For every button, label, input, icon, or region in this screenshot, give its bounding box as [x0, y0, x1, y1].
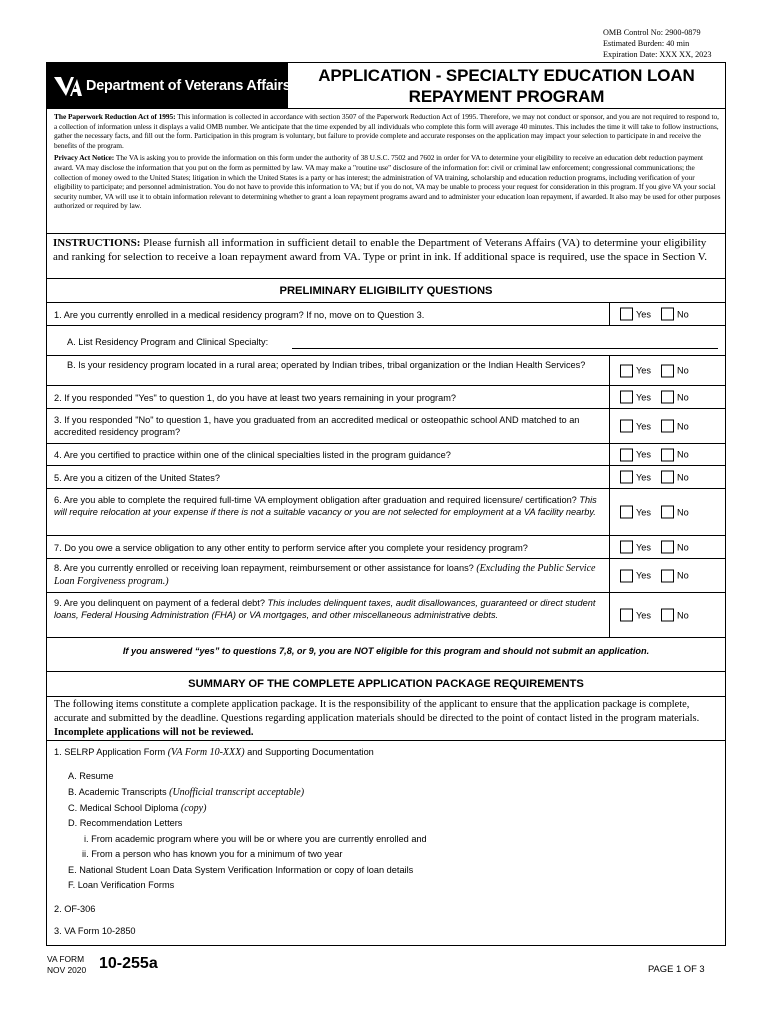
q6-yes-label: Yes [636, 507, 651, 517]
q1-no-checkbox[interactable] [661, 308, 674, 321]
requirement-c-plain: C. Medical School Diploma [68, 803, 181, 813]
summary-body: The following items constitute a complete application package. It is the responsibility of the applicant to ensure that the application package is complete, accurate and submitted by the deadline. Questions regarding application materials should be directed to the point of contact listed in the program materials. [54, 699, 700, 725]
footer-date: NOV 2020 [47, 964, 87, 975]
question-6-plain: 6. Are you able to complete the required full-time VA employment obligation after graduation and required licensure/ certification? [54, 495, 580, 505]
summary-text [47, 697, 725, 741]
question-3-answer [609, 409, 725, 443]
q9-yes-checkbox[interactable] [620, 609, 633, 622]
va-logo [47, 63, 291, 109]
q8-no-label: No [677, 570, 689, 581]
q3-no-label: No [677, 421, 689, 431]
q1b-no-checkbox[interactable] [661, 364, 674, 377]
q5-yes-checkbox[interactable] [620, 471, 633, 484]
requirement-e: E. National Student Loan Data System Verification Information or copy of loan details [68, 865, 414, 875]
question-3-text: 3. If you responded "No" to question 1, have you graduated from an accredited medical or osteopathic school AND matched to an accredited residency program? [54, 415, 580, 437]
question-1a [47, 326, 725, 356]
q1b-yes-checkbox[interactable] [620, 364, 633, 377]
q3-no-checkbox[interactable] [661, 420, 674, 433]
question-9-plain: 9. Are you delinquent on payment of a federal debt? [54, 598, 268, 608]
question-6 [47, 489, 725, 536]
q9-yes-label: Yes [636, 610, 651, 620]
q2-no-checkbox[interactable] [661, 391, 674, 404]
requirement-1 [54, 746, 374, 759]
q4-yes-checkbox[interactable] [620, 448, 633, 461]
q8-yes-label: Yes [636, 570, 651, 581]
title-line-2: REPAYMENT PROGRAM [408, 87, 605, 106]
title-line-1: APPLICATION - SPECIALTY EDUCATION LOAN [318, 66, 695, 85]
privacy-notices [54, 112, 721, 214]
form-title [288, 63, 725, 109]
requirement-d: D. Recommendation Letters [68, 818, 183, 828]
question-5-answer [609, 466, 725, 488]
privacy-label: Privacy Act Notice: [54, 153, 115, 163]
question-3 [47, 409, 725, 444]
question-8-plain: 8. Are you currently enrolled or receiving loan repayment, reimbursement or other assistance for loans? [54, 563, 477, 573]
question-8-italic: (Excluding the Public Service Loan Forgiveness program.) [54, 563, 596, 587]
page-number: PAGE 1 OF 3 [648, 963, 705, 974]
question-4-text: 4. Are you certified to practice within one of the clinical specialties listed in the program guidance? [54, 450, 451, 460]
q1-yes-checkbox[interactable] [620, 308, 633, 321]
q6-no-label: No [677, 507, 689, 517]
q9-no-checkbox[interactable] [661, 609, 674, 622]
question-1-text: 1. Are you currently enrolled in a medical residency program? If no, move on to Question 3. [54, 310, 425, 320]
q2-no-label: No [677, 392, 689, 402]
q2-yes-label: Yes [636, 392, 651, 402]
q4-no-label: No [677, 449, 689, 460]
q2-yes-checkbox[interactable] [620, 391, 633, 404]
question-2-text: 2. If you responded "Yes" to question 1, do you have at least two years remaining in your program? [54, 393, 456, 403]
form-header [47, 63, 725, 109]
va-seal-icon [53, 75, 83, 97]
omb-control: OMB Control No: 2900-0879 [603, 28, 701, 37]
instructions [47, 233, 725, 279]
question-4 [47, 444, 725, 466]
q3-yes-checkbox[interactable] [620, 420, 633, 433]
q6-no-checkbox[interactable] [661, 506, 674, 519]
question-6-answer [609, 489, 725, 535]
question-2 [47, 386, 725, 409]
q5-no-label: No [677, 472, 689, 482]
eligibility-notice: If you answered “yes” to questions 7,8, or 9, you are NOT eligible for this program and should not submit an application. [122, 646, 650, 656]
paperwork-label: The Paperwork Reduction Act of 1995: [54, 112, 176, 121]
question-6-text [54, 494, 599, 518]
q5-no-checkbox[interactable] [661, 471, 674, 484]
footer-form-info [47, 954, 86, 975]
q7-no-label: No [677, 542, 689, 552]
question-1b-answer [609, 356, 725, 385]
requirement-d-ii: ii. From a person who has known you for a minimum of two year [82, 849, 343, 859]
question-1-answer [609, 303, 725, 325]
question-5 [47, 466, 725, 489]
q1b-no-label: No [677, 365, 689, 376]
privacy-act [54, 153, 721, 211]
question-7-text: 7. Do you owe a service obligation to any other entity to perform service after you complete your residency program? [54, 543, 528, 553]
question-1a-text: A. List Residency Program and Clinical Specialty: [67, 337, 269, 347]
summary-warning: Incomplete applications will not be reviewed. [54, 727, 254, 739]
form-number: 10-255a [99, 955, 158, 972]
instructions-label: INSTRUCTIONS: [53, 237, 141, 249]
footer-va-form: VA FORM [47, 954, 85, 964]
q4-no-checkbox[interactable] [661, 448, 674, 461]
q1b-yes-label: Yes [636, 365, 651, 376]
question-4-answer [609, 444, 725, 465]
summary-heading: SUMMARY OF THE COMPLETE APPLICATION PACKAGE REQUIREMENTS [47, 672, 725, 697]
requirement-1-tail: and Supporting Documentation [244, 747, 374, 757]
question-9 [47, 593, 725, 638]
requirement-c-italic: (copy) [180, 803, 207, 814]
requirement-a: A. Resume [68, 771, 114, 781]
q6-yes-checkbox[interactable] [620, 506, 633, 519]
privacy-text: The VA is asking you to provide the information on this form under the authority of 38 U.S.C. 7502 and 7602 in order for VA to determine your eligibility to receive an education debt reduction payment award. VA may disclose the information that you put on the form as permitted by law. VA may make a "routine use" disclosure of the information for: civil or criminal law enforcement; congressional communications; the collection of money owed to the United States; litigation in which the United States is a party or has interest; the administration of VA training, scholarship and education reduction programs, including verification of your eligibility to participate; and personnel administration. You do not have to provide this information to VA; but if you do not, VA may be unable to process your request for consideration in this program. If you give VA your social security number, VA will use it to obtain information relevant to determining whether to grant a loan repayment programs award and to administer your education loan repayment, if awarded. It also may be used for other purposes authorized or required by law. [54, 153, 721, 211]
question-5-text: 5. Are you a citizen of the United States? [54, 473, 220, 483]
question-9-answer [609, 593, 725, 637]
form-frame [46, 62, 726, 946]
question-9-italic: This includes delinquent taxes, audit disallowances, guaranteed or direct student loans, Federal Housing Administration (FHA) or VA mortgages, and other miscellaneous administrative debts. [54, 598, 596, 620]
q8-yes-checkbox[interactable] [620, 569, 633, 582]
q7-yes-label: Yes [636, 542, 651, 552]
question-7 [47, 536, 725, 559]
question-8 [47, 559, 725, 593]
question-1 [47, 303, 725, 326]
requirement-f: F. Loan Verification Forms [68, 880, 175, 890]
question-1b-text: B. Is your residency program located in a rural area; operated by Indian tribes, tribal organization or the Indian Health Services? [67, 360, 586, 370]
question-1b [47, 356, 725, 386]
q1-no-label: No [677, 309, 689, 319]
omb-expiration: Expiration Date: XXX XX, 2023 [603, 50, 712, 59]
requirement-3: 3. VA Form 10-2850 [54, 926, 136, 936]
requirement-1-italic: (VA Form 10-XXX) [167, 747, 245, 758]
requirement-b-italic: (Unofficial transcript acceptable) [169, 787, 305, 798]
q8-no-checkbox[interactable] [661, 569, 674, 582]
requirement-1-plain: 1. SELRP Application Form [54, 747, 168, 757]
department-name: Department of Veterans Affairs [86, 78, 291, 94]
q4-yes-label: Yes [636, 449, 651, 460]
omb-info [603, 27, 711, 60]
paperwork-text: This information is collected in accordance with section 3507 of the Paperwork Reduction Act of 1995. Therefore, we may not conduct or sponsor, and you are not required to respond to, a collection of information unless it displays a valid OMB number. We anticipate that the time expended by all individuals who complete this form will average 40 minutes. This includes the time it will take to follow instructions, gather the necessary facts, and fill out the form. Participation in this program is voluntary, but failure to provide complete and accurate responses on the application may impact your selection to participate in and receive the benefits of the program. [54, 112, 719, 150]
question-8-answer [609, 559, 725, 592]
question-6-italic: This will require relocation at your expense if there is not a suitable vacancy or you are not selected for employment at a VA facility nearby. [54, 495, 597, 517]
question-7-answer [609, 536, 725, 558]
eligibility-notice-row [47, 638, 725, 672]
q1-yes-label: Yes [636, 309, 651, 319]
requirement-c [68, 802, 206, 815]
question-8-text [54, 562, 599, 588]
residency-program-field[interactable] [292, 348, 718, 349]
q3-yes-label: Yes [636, 421, 651, 431]
q7-no-checkbox[interactable] [661, 541, 674, 554]
instructions-text: Please furnish all information in sufficient detail to enable the Department of Veterans Affairs (VA) to determine your eligibility and ranking for selection to receive a loan repayment award from VA. Type or print in ink. If additional space is required, use the space in Section V. [53, 237, 708, 263]
omb-burden: Estimated Burden: 40 min [603, 39, 690, 48]
paperwork-act [54, 112, 721, 150]
requirement-b-plain: B. Academic Transcripts [68, 787, 170, 797]
requirement-b [68, 786, 304, 799]
preliminary-heading: PRELIMINARY ELIGIBILITY QUESTIONS [47, 279, 725, 303]
question-2-answer [609, 386, 725, 408]
requirement-d-i: i. From academic program where you will be or where you are currently enrolled and [84, 834, 427, 844]
question-9-text [54, 597, 599, 621]
q7-yes-checkbox[interactable] [620, 541, 633, 554]
q5-yes-label: Yes [636, 472, 651, 482]
q9-no-label: No [677, 610, 689, 620]
requirement-2: 2. OF-306 [54, 904, 96, 914]
